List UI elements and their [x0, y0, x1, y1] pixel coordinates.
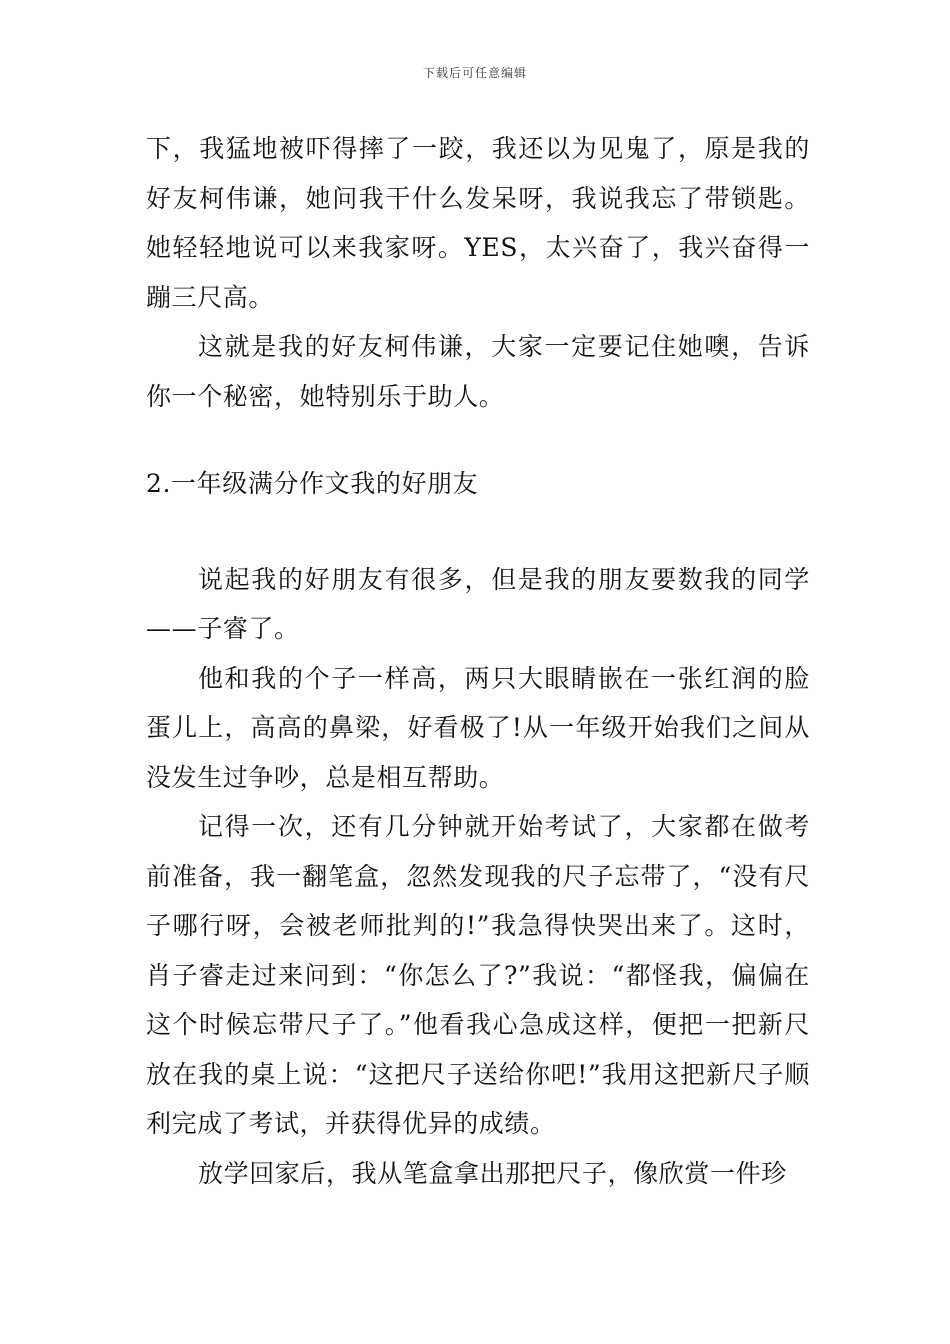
section-heading: 2.一年级满分作文我的好朋友 — [146, 469, 479, 498]
paragraph-6: 放学回家后，我从笔盒拿出那把尺子，像欣赏一件珍 — [198, 1158, 787, 1188]
document-body — [146, 124, 810, 1198]
paragraph-1: 下，我猛地被吓得摔了一跤，我还以为见鬼了，原是我的好友柯伟谦，她问我干什么发呆呀，我说我忘了带锁匙。她轻轻地说可以来我家呀。YES，太兴奋了，我兴奋得一蹦三尺高。 — [146, 134, 810, 312]
spacer — [146, 509, 810, 555]
paragraph-5: 记得一次，还有几分钟就开始考试了，大家都在做考前准备，我一翻笔盒，忽然发现我的尺子忘带了，“没有尺子哪行呀，会被老师批判的!”我急得快哭出来了。这时，肖子睿走过来问到：“你怎么了?”我说：“都怪我，偏偏在这个时候忘带尺子了。”他看我心急成这样，便把一把新尺放在我的桌上说：“这把尺子送给你吧!”我用这把新尺子顺利完成了考试，并获得优异的成绩。 — [146, 812, 810, 1138]
paragraph-3: 说起我的好朋友有很多，但是我的朋友要数我的同学——子睿了。 — [146, 564, 810, 643]
paragraph-2: 这就是我的好友柯伟谦，大家一定要记住她噢，告诉你一个秘密，她特别乐于助人。 — [146, 332, 810, 411]
header-note: 下载后可任意编辑 — [422, 66, 527, 80]
paragraph-4: 他和我的个子一样高，两只大眼睛嵌在一张红润的脸蛋儿上，高高的鼻梁，好看极了!从一年级开始我们之间从没发生过争吵，总是相互帮助。 — [146, 663, 810, 792]
